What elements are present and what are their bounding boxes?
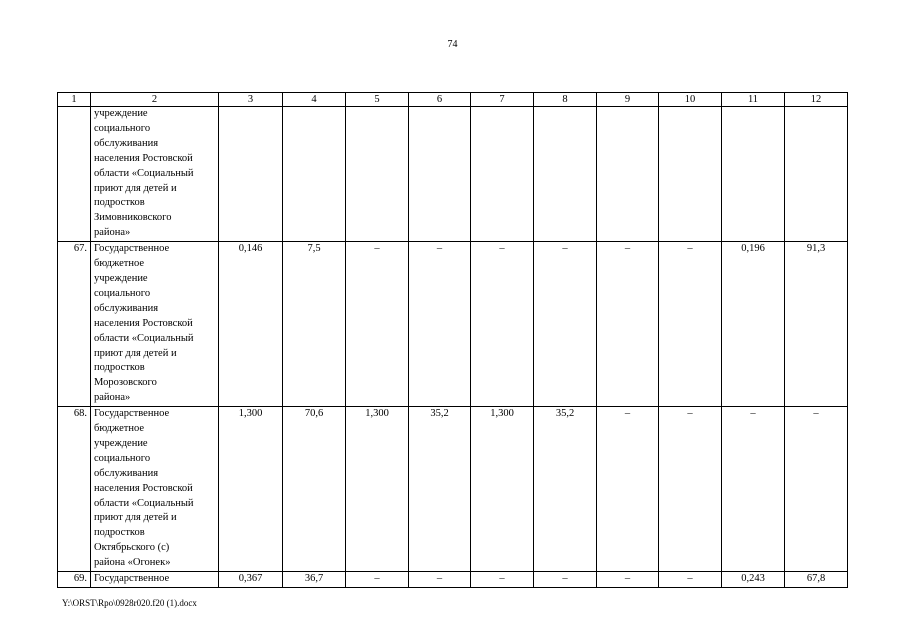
name-line: района «Огонек» <box>94 557 171 569</box>
value-cell <box>346 107 409 242</box>
value-cell: 0,367 <box>219 572 283 588</box>
table-row <box>58 407 848 572</box>
column-header: 4 <box>283 93 346 107</box>
value-cell: – <box>597 572 659 588</box>
row-number-cell: 68. <box>58 407 91 572</box>
value-cell: 1,300 <box>471 407 534 572</box>
row-number-cell: 69. <box>58 572 91 588</box>
column-header: 7 <box>471 93 534 107</box>
value-cell: 0,146 <box>219 242 283 407</box>
column-header: 11 <box>722 93 785 107</box>
page-number: 74 <box>447 39 458 50</box>
name-line: приют для детей и <box>94 512 177 524</box>
institution-name-cell <box>91 407 219 572</box>
column-header: 5 <box>346 93 409 107</box>
value-cell: 91,3 <box>785 242 848 407</box>
column-header: 10 <box>659 93 722 107</box>
table-header-row <box>58 93 848 107</box>
name-line: приют для детей и <box>94 347 177 359</box>
name-line: социального <box>94 287 151 299</box>
value-cell: – <box>722 407 785 572</box>
name-line: Зимовниковского <box>94 212 172 224</box>
name-line: учреждение <box>94 272 148 284</box>
value-cell: – <box>785 407 848 572</box>
name-line: района» <box>94 392 131 404</box>
table-row <box>58 572 848 588</box>
name-line: обслуживания <box>94 137 159 149</box>
institution-name-cell <box>91 242 219 407</box>
name-line: учреждение <box>94 108 148 119</box>
value-cell: – <box>409 242 471 407</box>
value-cell: 0,243 <box>722 572 785 588</box>
name-line: Октябрьского (с) <box>94 542 170 554</box>
value-cell <box>534 107 597 242</box>
value-cell: – <box>409 572 471 588</box>
name-line: населения Ростовской <box>94 317 193 329</box>
value-cell <box>283 107 346 242</box>
name-line: социального <box>94 122 151 134</box>
value-cell: – <box>346 242 409 407</box>
value-cell: – <box>659 407 722 572</box>
column-header: 3 <box>219 93 283 107</box>
value-cell: 1,300 <box>219 407 283 572</box>
row-number-cell: 67. <box>58 242 91 407</box>
column-header: 6 <box>409 93 471 107</box>
name-line: области «Социальный <box>94 332 194 344</box>
name-line: Морозовского <box>94 377 157 389</box>
column-header: 8 <box>534 93 597 107</box>
value-cell: 67,8 <box>785 572 848 588</box>
column-header: 12 <box>785 93 848 107</box>
name-line: Государственное <box>94 243 170 255</box>
value-cell: – <box>534 242 597 407</box>
value-cell <box>659 107 722 242</box>
value-cell: – <box>659 572 722 588</box>
name-line: подростков <box>94 527 145 539</box>
column-header: 2 <box>91 93 219 107</box>
value-cell: 70,6 <box>283 407 346 572</box>
value-cell: 35,2 <box>534 407 597 572</box>
name-line: области «Социальный <box>94 497 194 509</box>
value-cell: – <box>597 242 659 407</box>
value-cell: – <box>659 242 722 407</box>
name-line: учреждение <box>94 437 148 449</box>
name-line: района» <box>94 227 131 239</box>
value-cell <box>471 107 534 242</box>
table-row <box>58 242 848 407</box>
name-line: подростков <box>94 197 145 209</box>
name-line: обслуживания <box>94 302 159 314</box>
row-number-cell <box>58 107 91 242</box>
name-line: приют для детей и <box>94 182 177 194</box>
footer-file-path: Y:\ORST\Rpo\0928r020.f20 (1).docx <box>62 598 197 608</box>
value-cell <box>785 107 848 242</box>
value-cell: 0,196 <box>722 242 785 407</box>
value-cell <box>597 107 659 242</box>
value-cell: – <box>471 572 534 588</box>
name-line: Государственное <box>94 408 170 420</box>
name-line: Государственное <box>94 573 170 585</box>
table-row <box>58 107 848 242</box>
name-line: области «Социальный <box>94 167 194 179</box>
value-cell: 36,7 <box>283 572 346 588</box>
value-cell: – <box>534 572 597 588</box>
value-cell: – <box>346 572 409 588</box>
value-cell: 7,5 <box>283 242 346 407</box>
column-header: 1 <box>58 93 91 107</box>
name-line: населения Ростовской <box>94 152 193 164</box>
value-cell <box>722 107 785 242</box>
value-cell <box>409 107 471 242</box>
column-header: 9 <box>597 93 659 107</box>
value-cell: 35,2 <box>409 407 471 572</box>
name-line: социального <box>94 452 151 464</box>
name-line: бюджетное <box>94 258 145 270</box>
data-table <box>57 92 848 588</box>
value-cell <box>219 107 283 242</box>
value-cell: – <box>471 242 534 407</box>
value-cell: – <box>597 407 659 572</box>
name-line: населения Ростовской <box>94 482 193 494</box>
value-cell: 1,300 <box>346 407 409 572</box>
name-line: бюджетное <box>94 423 145 435</box>
name-line: обслуживания <box>94 467 159 479</box>
name-line: подростков <box>94 362 145 374</box>
institution-name-cell <box>91 107 219 242</box>
institution-name-cell <box>91 572 219 588</box>
